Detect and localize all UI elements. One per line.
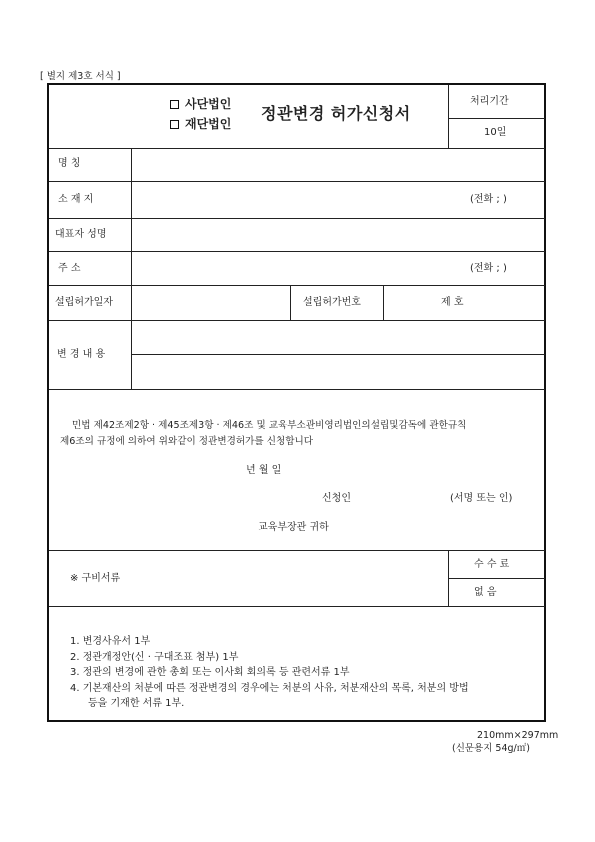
processing-period-label: 처리기간: [470, 96, 509, 107]
processing-period-value: 10일: [484, 127, 507, 138]
corp-type-option-2[interactable]: 재단법인: [170, 118, 231, 130]
statement-line-2: 제6조의 규정에 의하여 위와같이 정관변경허가를 신청합니다: [60, 436, 314, 447]
establishment-date-field[interactable]: [132, 286, 289, 319]
checkbox-icon[interactable]: [170, 100, 179, 109]
establishment-date-label: 설립허가일자: [55, 297, 113, 308]
fee-value: 없 음: [474, 587, 497, 598]
address-label: 주 소: [58, 263, 81, 274]
document-item-2: 2. 정관개정안(신 · 구대조표 첨부) 1부: [70, 652, 239, 663]
paper-spec: (신문용지 54g/㎡): [452, 743, 530, 754]
paper-size: 210mm×297mm: [477, 730, 559, 741]
page-title: 정관변경 허가신청서: [261, 104, 411, 123]
location-phone: (전화 ; ): [470, 194, 507, 205]
fee-label: 수 수 료: [474, 559, 510, 570]
required-documents-label: ※ 구비서류: [70, 573, 121, 584]
addressee: 교육부장관 귀하: [258, 522, 329, 533]
document-item-3: 3. 정관의 변경에 관한 총회 또는 이사회 회의록 등 관련서류 1부: [70, 667, 350, 678]
address-field[interactable]: [132, 252, 472, 284]
representative-field[interactable]: [132, 219, 544, 250]
checkbox-icon[interactable]: [170, 120, 179, 129]
form-label: [ 별지 제3호 서식 ]: [40, 71, 121, 82]
representative-label: 대표자 성명: [55, 229, 107, 240]
establishment-number-label: 설립허가번호: [303, 297, 361, 308]
document-item-4: 4. 기본재산의 처분에 따른 정관변경의 경우에는 처분의 사유, 처분재산의 목록, 처분의 방법: [70, 683, 469, 694]
change-content-field-2[interactable]: [132, 355, 544, 388]
statement-line-1: 민법 제42조제2항 · 제45조제3항 · 제46조 및 교육부소관비영리법인의설립및감독에 관한규칙: [72, 420, 467, 431]
document-item-4-continued: 등을 기재한 서류 1부.: [88, 698, 185, 709]
signature-label: (서명 또는 인): [450, 493, 513, 504]
document-item-1: 1. 변경사유서 1부: [70, 636, 151, 647]
applicant-label: 신청인: [322, 493, 351, 504]
address-phone: (전화 ; ): [470, 263, 507, 274]
corp-type-option-1[interactable]: 사단법인: [170, 98, 231, 110]
name-label: 명 칭: [58, 158, 81, 169]
change-content-field-1[interactable]: [132, 321, 544, 353]
change-content-label: 변 경 내 용: [57, 349, 106, 360]
establishment-number-value[interactable]: 제 호: [441, 297, 464, 308]
name-field[interactable]: [132, 149, 544, 180]
location-field[interactable]: [132, 182, 472, 217]
location-label: 소 재 지: [58, 194, 94, 205]
date-line: 년 월 일: [246, 465, 282, 476]
